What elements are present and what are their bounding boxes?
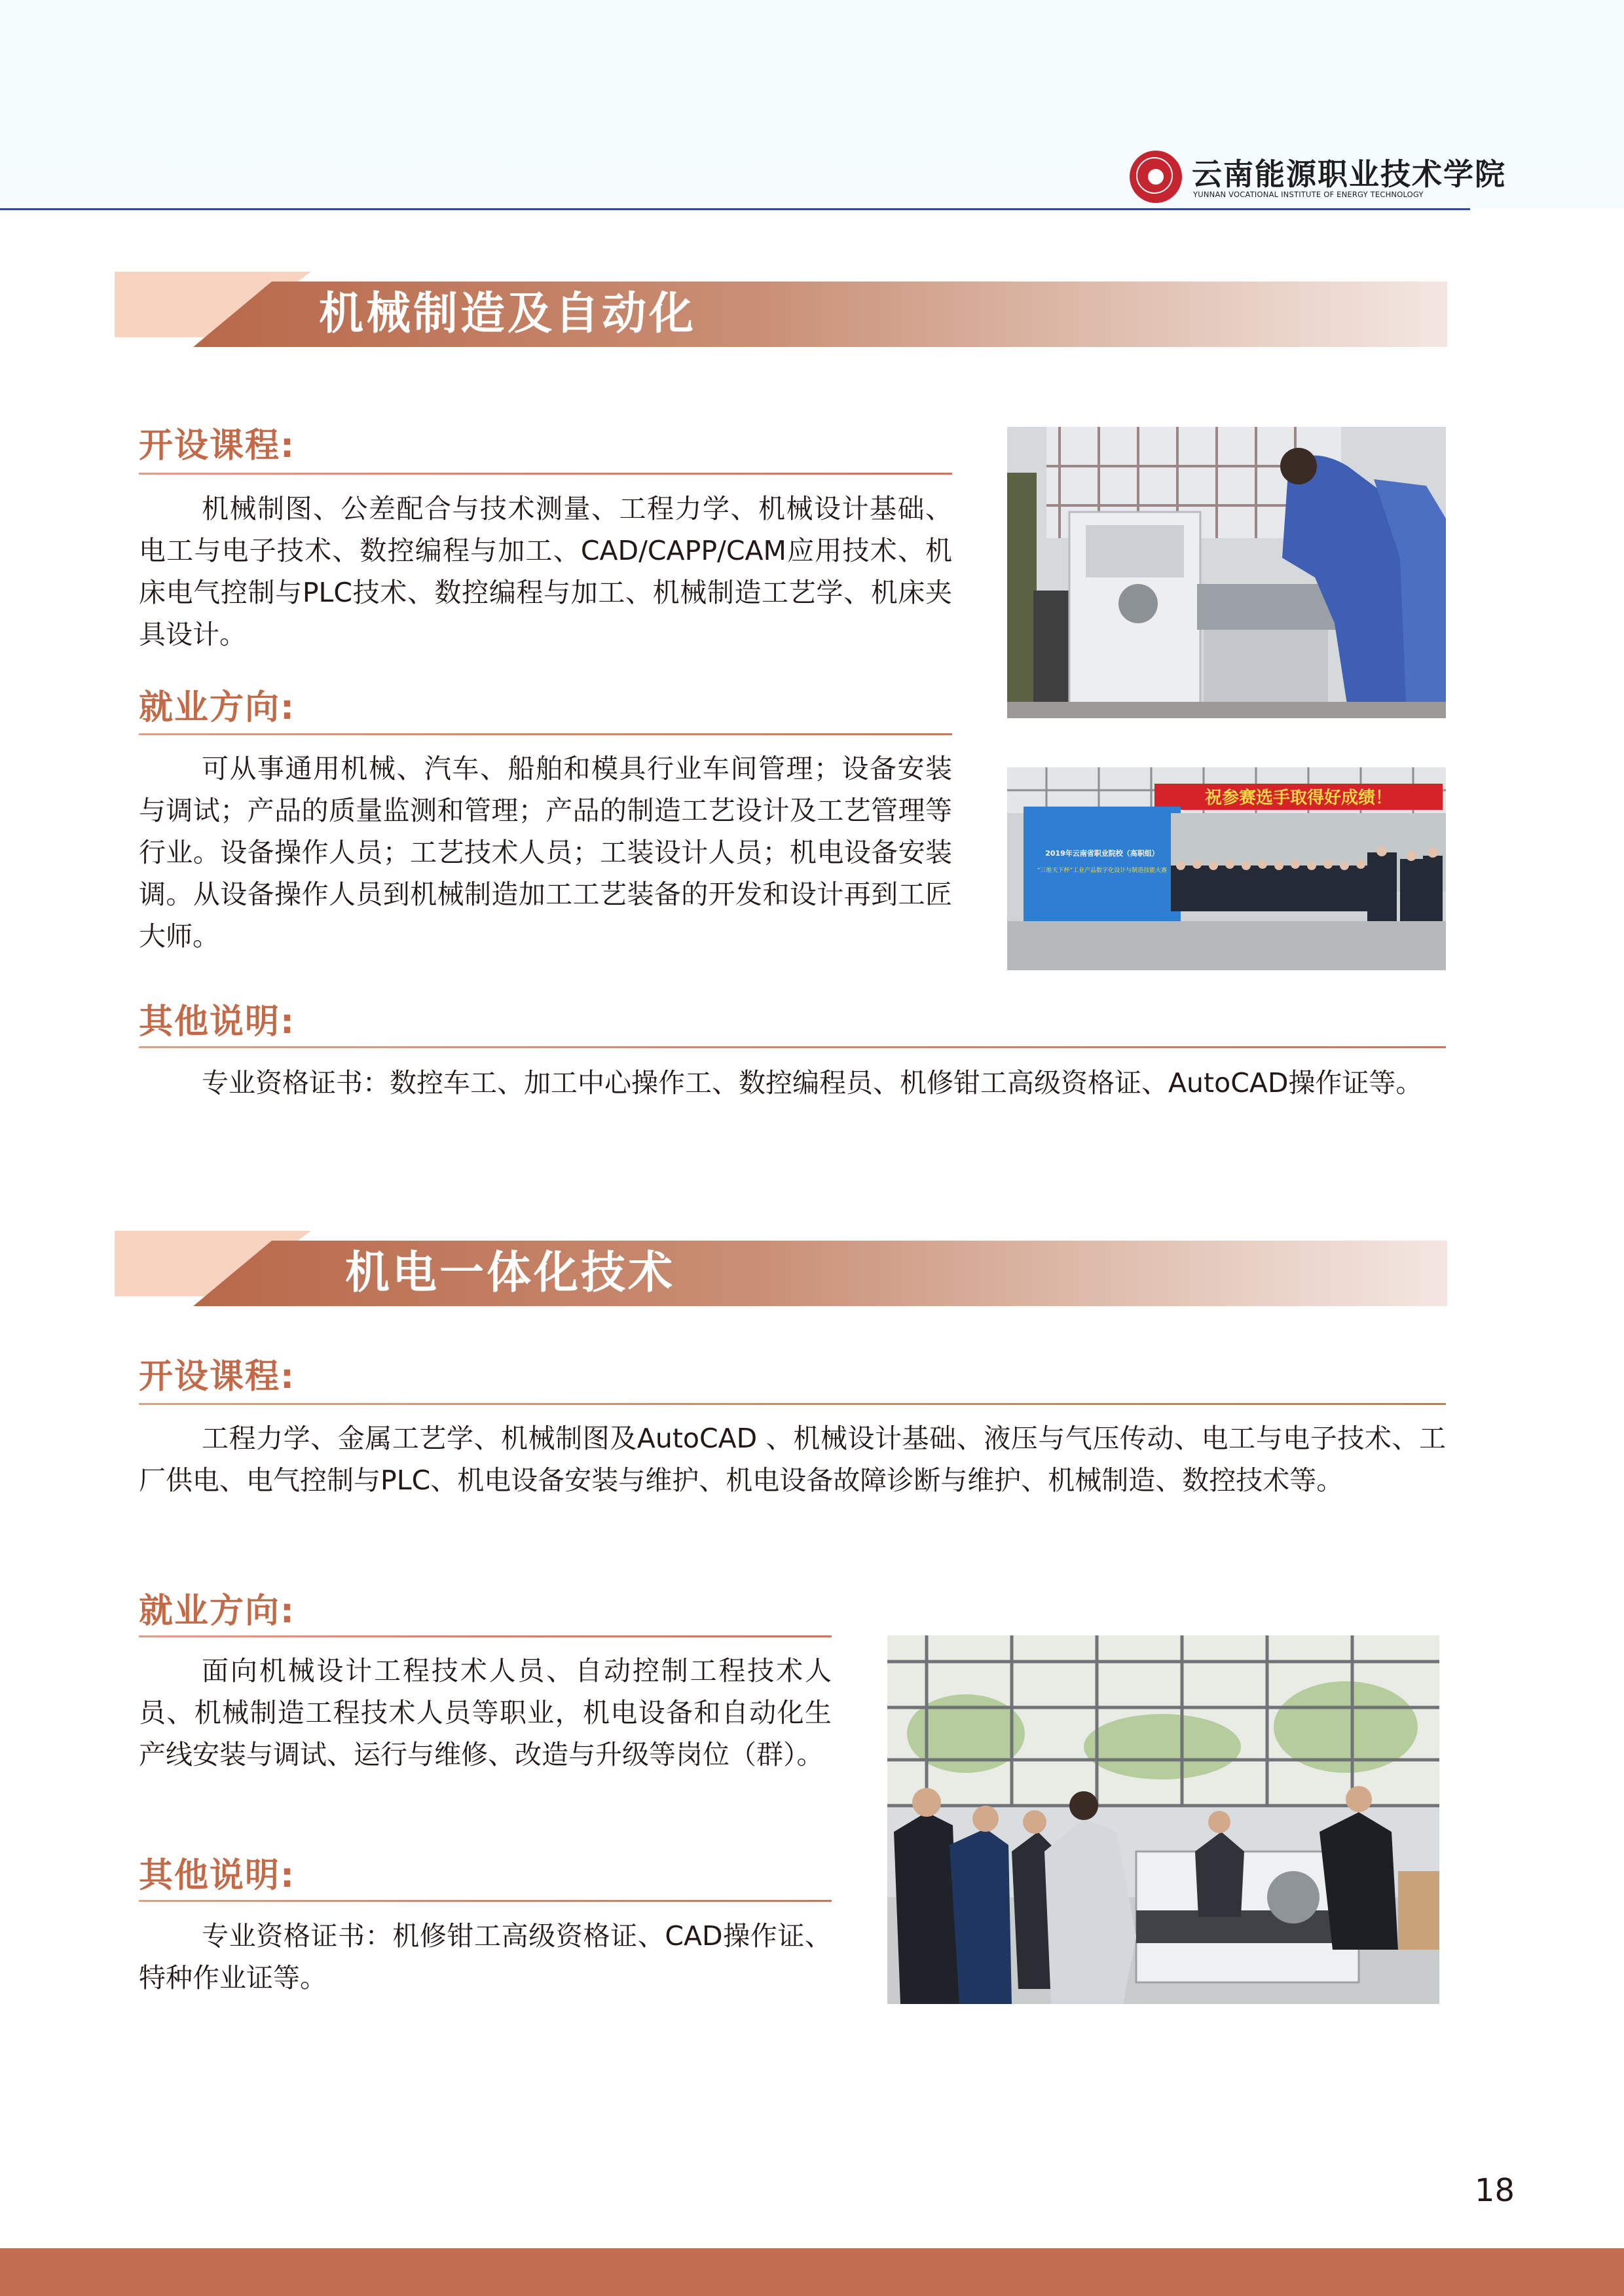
section-banner-mechanical [115,272,1447,357]
lathe-training-image [1007,427,1446,718]
competition-group-image [1007,767,1446,970]
school-name-cn: 云南能源职业技术学院 [1192,156,1506,192]
header-divider [0,208,1470,210]
heading-rule [139,1046,1446,1048]
footer-bar [0,2248,1624,2296]
notes-text: 专业资格证书：数控车工、加工中心操作工、数控编程员、机修钳工高级资格证、AutoCAD操作证等。 [202,1067,1423,1099]
competition-banner-text: 祝参赛选手取得好成绩！ [1204,788,1393,808]
courses-heading: 开设课程: [139,1357,295,1396]
section-banner-mechatronics [115,1231,1447,1316]
photo-lathe-training [1007,427,1446,718]
competition-board-title: “三维天下杯”工业产品数字化设计与制造技能大赛 [1037,867,1168,874]
careers-heading: 就业方向: [139,1592,295,1631]
careers-heading: 就业方向: [139,688,295,727]
careers-text: 可从事通用机械、汽车、船舶和模具行业车间管理；设备安装与调试；产品的质量监测和管理；产品的制造工艺设计及工艺管理等行业。设备操作人员；工艺技术人员；工装设计人员；机电设备安装调。从设备操作人员到机械制造加工工艺装备的开发和设计再到工匠大师。 [139,753,952,952]
page-number: 18 [1475,2172,1515,2209]
school-seal-icon [1130,151,1182,203]
competition-board-year: 2019年云南省职业院校（高职组） [1045,849,1159,858]
photo-competition-group [1007,767,1446,970]
notes-heading: 其他说明: [139,1856,295,1895]
lathe-demonstration-image [887,1635,1439,2004]
section-title: 机电一体化技术 [345,1247,676,1299]
careers-text: 面向机械设计工程技术人员、自动控制工程技术人员、机械制造工程技术人员等职业，机电设备和自动化生产线安装与调试、运行与维修、改造与升级等岗位（群）。 [139,1655,832,1770]
courses-text: 工程力学、金属工艺学、机械制图及AutoCAD 、机械设计基础、液压与气压传动、电工与电子技术、工厂供电、电气控制与PLC、机电设备安装与维护、机电设备故障诊断与维护、机械制造、数控技术等。 [139,1423,1446,1496]
section-title: 机械制造及自动化 [319,288,697,340]
heading-rule [139,1635,832,1637]
heading-rule [139,733,952,735]
school-name-en: YUNNAN VOCATIONAL INSTITUTE OF ENERGY TECHNOLOGY [1193,190,1424,199]
school-logo [1130,151,1506,206]
photo-lathe-demonstration [887,1635,1439,2004]
courses-heading: 开设课程: [139,426,295,465]
heading-rule [139,473,952,475]
notes-heading: 其他说明: [139,1002,295,1042]
heading-rule [139,1900,832,1902]
courses-text: 机械制图、公差配合与技术测量、工程力学、机械设计基础、电工与电子技术、数控编程与加工、CAD/CAPP/CAM应用技术、机床电气控制与PLC技术、数控编程与加工、机械制造工艺学、机床夹具设计。 [139,493,952,650]
heading-rule [139,1403,1446,1405]
notes-text: 专业资格证书：机修钳工高级资格证、CAD操作证、特种作业证等。 [139,1920,832,1994]
